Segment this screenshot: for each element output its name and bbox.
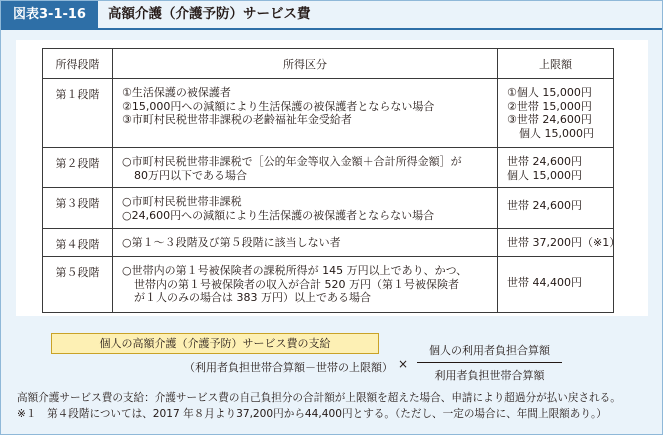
formula-left-term: （利用者負担世帯合算額－世帯の上限額）: [184, 361, 393, 374]
formula-label-box: 個人の高額介護（介護予防）サービス費の支給: [51, 333, 379, 354]
note-definition: 高額介護サービス費の支給：介護サービス費の自己負担分の合計額が上限額を超えた場合、申請により超過分が払い戻される。: [17, 392, 621, 404]
column-header-limit: 上限額: [498, 49, 614, 79]
row-category: [113, 148, 498, 188]
row-level: 第５段階: [43, 257, 113, 313]
table-row: [43, 148, 614, 188]
row-level: 第４段階: [43, 229, 113, 257]
category-line: ○市町村民税世帯非課税で［公的年金等収入金額＋合計所得金額］が: [122, 155, 462, 168]
category-line: ①生活保護の被保護者: [122, 86, 231, 99]
limit-line: 世帯 24,600円: [507, 199, 582, 213]
limit-line: 世帯 44,400円: [507, 275, 582, 289]
formula-operator: ×: [398, 357, 409, 371]
formula-denominator: 利用者負担世帯合算額: [434, 369, 545, 382]
table-row: [43, 79, 614, 148]
table-header-row: [43, 49, 614, 79]
row-category: [113, 257, 498, 313]
category-line: ○24,600円への減額により生活保護の被保護者とならない場合: [122, 208, 435, 222]
column-header-category: 所得区分: [113, 49, 498, 79]
row-limit: [498, 188, 614, 229]
table-row: [43, 229, 614, 257]
limit-line: ②世帯 15,000円: [507, 99, 592, 113]
table-row: [43, 188, 614, 229]
limit-line: 世帯 37,200円（※1）: [507, 236, 621, 249]
row-limit: [498, 229, 621, 257]
row-limit: [498, 148, 614, 188]
row-category: [113, 188, 498, 229]
figure-header: [1, 1, 662, 30]
category-line: が１人のみの場合は 383 万円）以上である場合: [134, 291, 371, 304]
row-limit: [498, 257, 614, 313]
figure-title: 高額介護（介護予防）サービス費: [108, 6, 311, 22]
limit-line: ①個人 15,000円: [507, 86, 592, 99]
row-category: [113, 229, 498, 257]
category-line: ○市町村民税世帯非課税: [122, 195, 242, 208]
table-row: [43, 257, 614, 313]
limit-line: 世帯 24,600円: [507, 155, 582, 168]
row-limit: [498, 79, 614, 148]
row-level: 第２段階: [43, 148, 113, 188]
row-category: [113, 79, 498, 148]
fraction-bar: [417, 362, 562, 363]
category-line: 80万円以下である場合: [134, 168, 247, 182]
category-line: ②15,000円への減額により生活保護の被保護者とならない場合: [122, 99, 435, 113]
figure-label: 図表3-1-16: [1, 1, 98, 28]
column-header-level: 所得段階: [43, 49, 113, 79]
limit-line: 個人 15,000円: [507, 168, 582, 182]
category-line: ○第１～３段階及び第５段階に該当しない者: [122, 236, 341, 249]
limit-line: ③世帯 24,600円: [507, 113, 592, 126]
category-line: 世帯内の第１号被保険者の収入が合計 520 万円（第１号被保険者: [134, 277, 459, 291]
formula-numerator: 個人の利用者負担合算額: [429, 344, 550, 357]
row-level: 第１段階: [43, 79, 113, 148]
income-limit-table: [42, 48, 621, 313]
category-line: ③市町村民税世帯非課税の老齢福祉年金受給者: [122, 113, 352, 126]
category-line: ○世帯内の第１号被保険者の課税所得が 145 万円以上であり、かつ、: [122, 264, 468, 277]
note-footnote: ※１ 第４段階については、2017 年８月より37,200円から44,400円とする。（ただし、一定の場合に、年間上限額あり。）: [17, 408, 607, 420]
limit-line: 個人 15,000円: [519, 126, 594, 140]
row-level: 第３段階: [43, 188, 113, 229]
